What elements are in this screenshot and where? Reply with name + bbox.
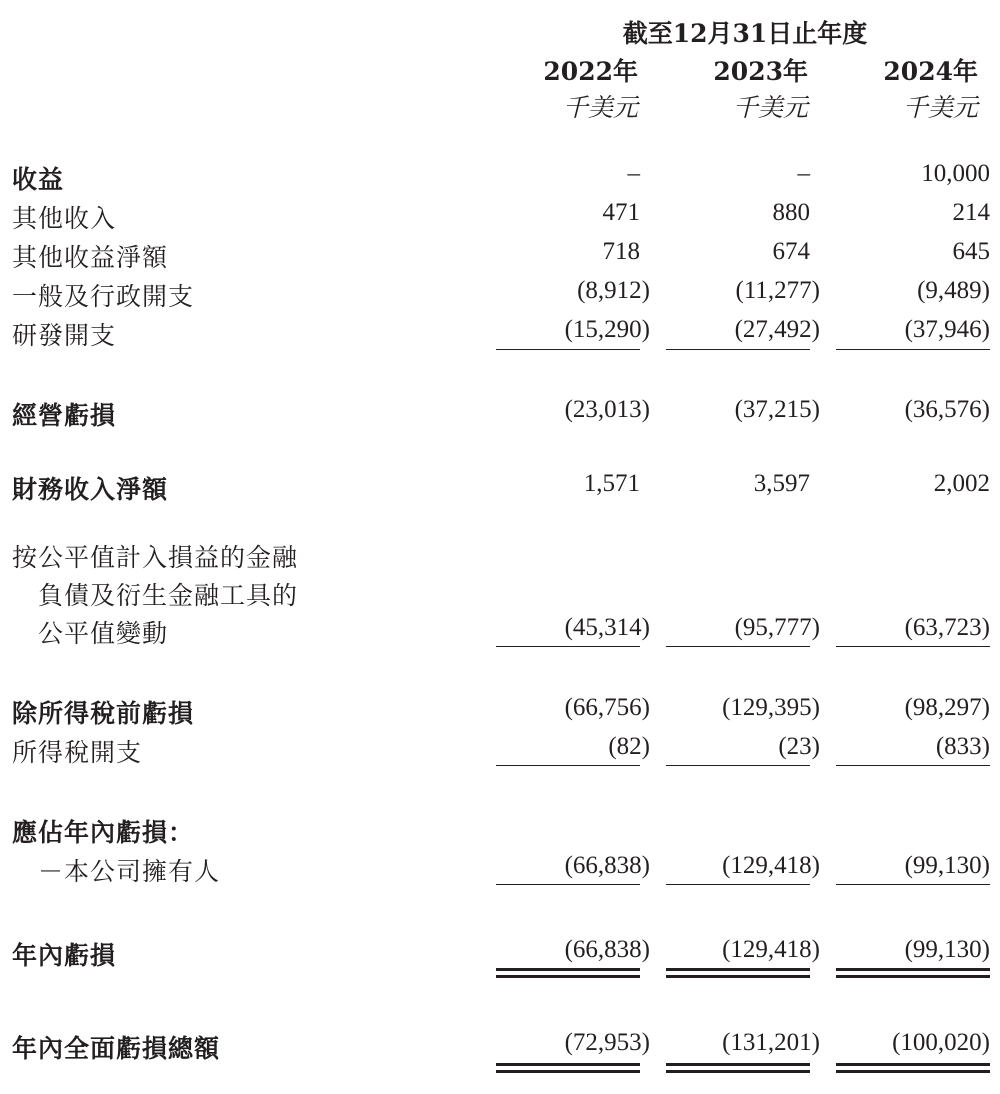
unit-label-2022: 千美元 xyxy=(562,93,638,122)
total-double-rule xyxy=(666,968,810,978)
row-label-fair-value-line-1: 按公平值計入損益的金融 xyxy=(12,543,299,572)
subtotal-rule xyxy=(836,349,990,350)
row-label-owners: －本公司擁有人 xyxy=(38,857,221,886)
cell-other-income-2023: 880 xyxy=(772,199,810,226)
subtotal-rule xyxy=(666,884,810,885)
cell-total-comprehensive-loss-2024: (100,020) xyxy=(892,1029,990,1056)
cell-loss-for-year-2022: (66,838) xyxy=(564,936,650,963)
cell-finance-income-2024: 2,002 xyxy=(933,470,990,497)
cell-revenue-2022: – xyxy=(627,160,640,187)
subtotal-rule xyxy=(666,349,810,350)
cell-admin-2022: (8,912) xyxy=(577,277,650,304)
period-header: 截至12月31日止年度 xyxy=(622,19,868,48)
row-label-other-gains-net: 其他收益淨額 xyxy=(12,243,169,272)
total-double-rule xyxy=(496,968,640,978)
row-label-loss-attributable: 應佔年內虧損： xyxy=(12,818,195,847)
cell-operating-loss-2022: (23,013) xyxy=(564,396,650,423)
cell-loss-before-tax-2023: (129,395) xyxy=(722,694,820,721)
cell-admin-2023: (11,277) xyxy=(735,277,820,304)
cell-loss-before-tax-2024: (98,297) xyxy=(904,694,990,721)
cell-fair-value-2024: (63,723) xyxy=(904,614,990,641)
cell-income-tax-2022: (82) xyxy=(608,733,650,760)
cell-rnd-2024: (37,946) xyxy=(904,316,990,343)
cell-income-tax-2024: (833) xyxy=(935,733,990,760)
row-label-other-income: 其他收入 xyxy=(12,204,117,233)
total-double-rule xyxy=(496,1063,640,1073)
year-header-2024: 2024年 xyxy=(883,57,978,86)
cell-owners-2023: (129,418) xyxy=(722,852,820,879)
row-label-revenue: 收益 xyxy=(12,165,65,194)
year-header-2023: 2023年 xyxy=(713,57,808,86)
cell-loss-for-year-2024: (99,130) xyxy=(904,936,990,963)
subtotal-rule xyxy=(836,646,990,647)
row-label-loss-before-tax: 除所得稅前虧損 xyxy=(12,699,195,728)
cell-owners-2024: (99,130) xyxy=(904,852,990,879)
cell-other-gains-2023: 674 xyxy=(772,238,810,265)
unit-label-2024: 千美元 xyxy=(902,93,978,122)
cell-revenue-2024: 10,000 xyxy=(921,160,990,187)
unit-label-2023: 千美元 xyxy=(732,93,808,122)
cell-fair-value-2023: (95,777) xyxy=(734,614,820,641)
cell-revenue-2023: – xyxy=(797,160,810,187)
cell-other-income-2024: 214 xyxy=(952,199,990,226)
subtotal-rule xyxy=(666,765,810,766)
subtotal-rule xyxy=(666,646,810,647)
cell-loss-before-tax-2022: (66,756) xyxy=(564,694,650,721)
subtotal-rule xyxy=(836,884,990,885)
cell-operating-loss-2024: (36,576) xyxy=(904,396,990,423)
cell-other-income-2022: 471 xyxy=(602,199,640,226)
total-double-rule xyxy=(666,1063,810,1073)
row-label-fair-value-line-3: 公平值變動 xyxy=(38,619,169,648)
cell-fair-value-2022: (45,314) xyxy=(564,614,650,641)
subtotal-rule xyxy=(496,765,640,766)
row-label-admin-expenses: 一般及行政開支 xyxy=(12,282,195,311)
subtotal-rule xyxy=(496,884,640,885)
cell-total-comprehensive-loss-2023: (131,201) xyxy=(722,1029,820,1056)
row-label-total-comprehensive-loss: 年內全面虧損總額 xyxy=(12,1034,221,1063)
row-label-income-tax: 所得稅開支 xyxy=(12,738,143,767)
cell-operating-loss-2023: (37,215) xyxy=(734,396,820,423)
cell-finance-income-2023: 3,597 xyxy=(753,470,810,497)
cell-owners-2022: (66,838) xyxy=(564,852,650,879)
cell-loss-for-year-2023: (129,418) xyxy=(722,936,820,963)
cell-rnd-2022: (15,290) xyxy=(564,316,650,343)
cell-finance-income-2022: 1,571 xyxy=(583,470,640,497)
cell-income-tax-2023: (23) xyxy=(778,733,820,760)
cell-other-gains-2022: 718 xyxy=(602,238,640,265)
row-label-fair-value-line-2: 負債及衍生金融工具的 xyxy=(38,581,299,610)
row-label-finance-income-net: 財務收入淨額 xyxy=(12,475,169,504)
cell-other-gains-2024: 645 xyxy=(952,238,990,265)
total-double-rule xyxy=(836,968,990,978)
subtotal-rule xyxy=(496,349,640,350)
cell-rnd-2023: (27,492) xyxy=(734,316,820,343)
cell-admin-2024: (9,489) xyxy=(917,277,990,304)
row-label-rnd-expenses: 研發開支 xyxy=(12,321,117,350)
total-double-rule xyxy=(836,1063,990,1073)
row-label-operating-loss: 經營虧損 xyxy=(12,401,117,430)
year-header-2022: 2022年 xyxy=(543,57,638,86)
subtotal-rule xyxy=(496,646,640,647)
subtotal-rule xyxy=(836,765,990,766)
row-label-loss-for-year: 年內虧損 xyxy=(12,941,117,970)
cell-total-comprehensive-loss-2022: (72,953) xyxy=(564,1029,650,1056)
